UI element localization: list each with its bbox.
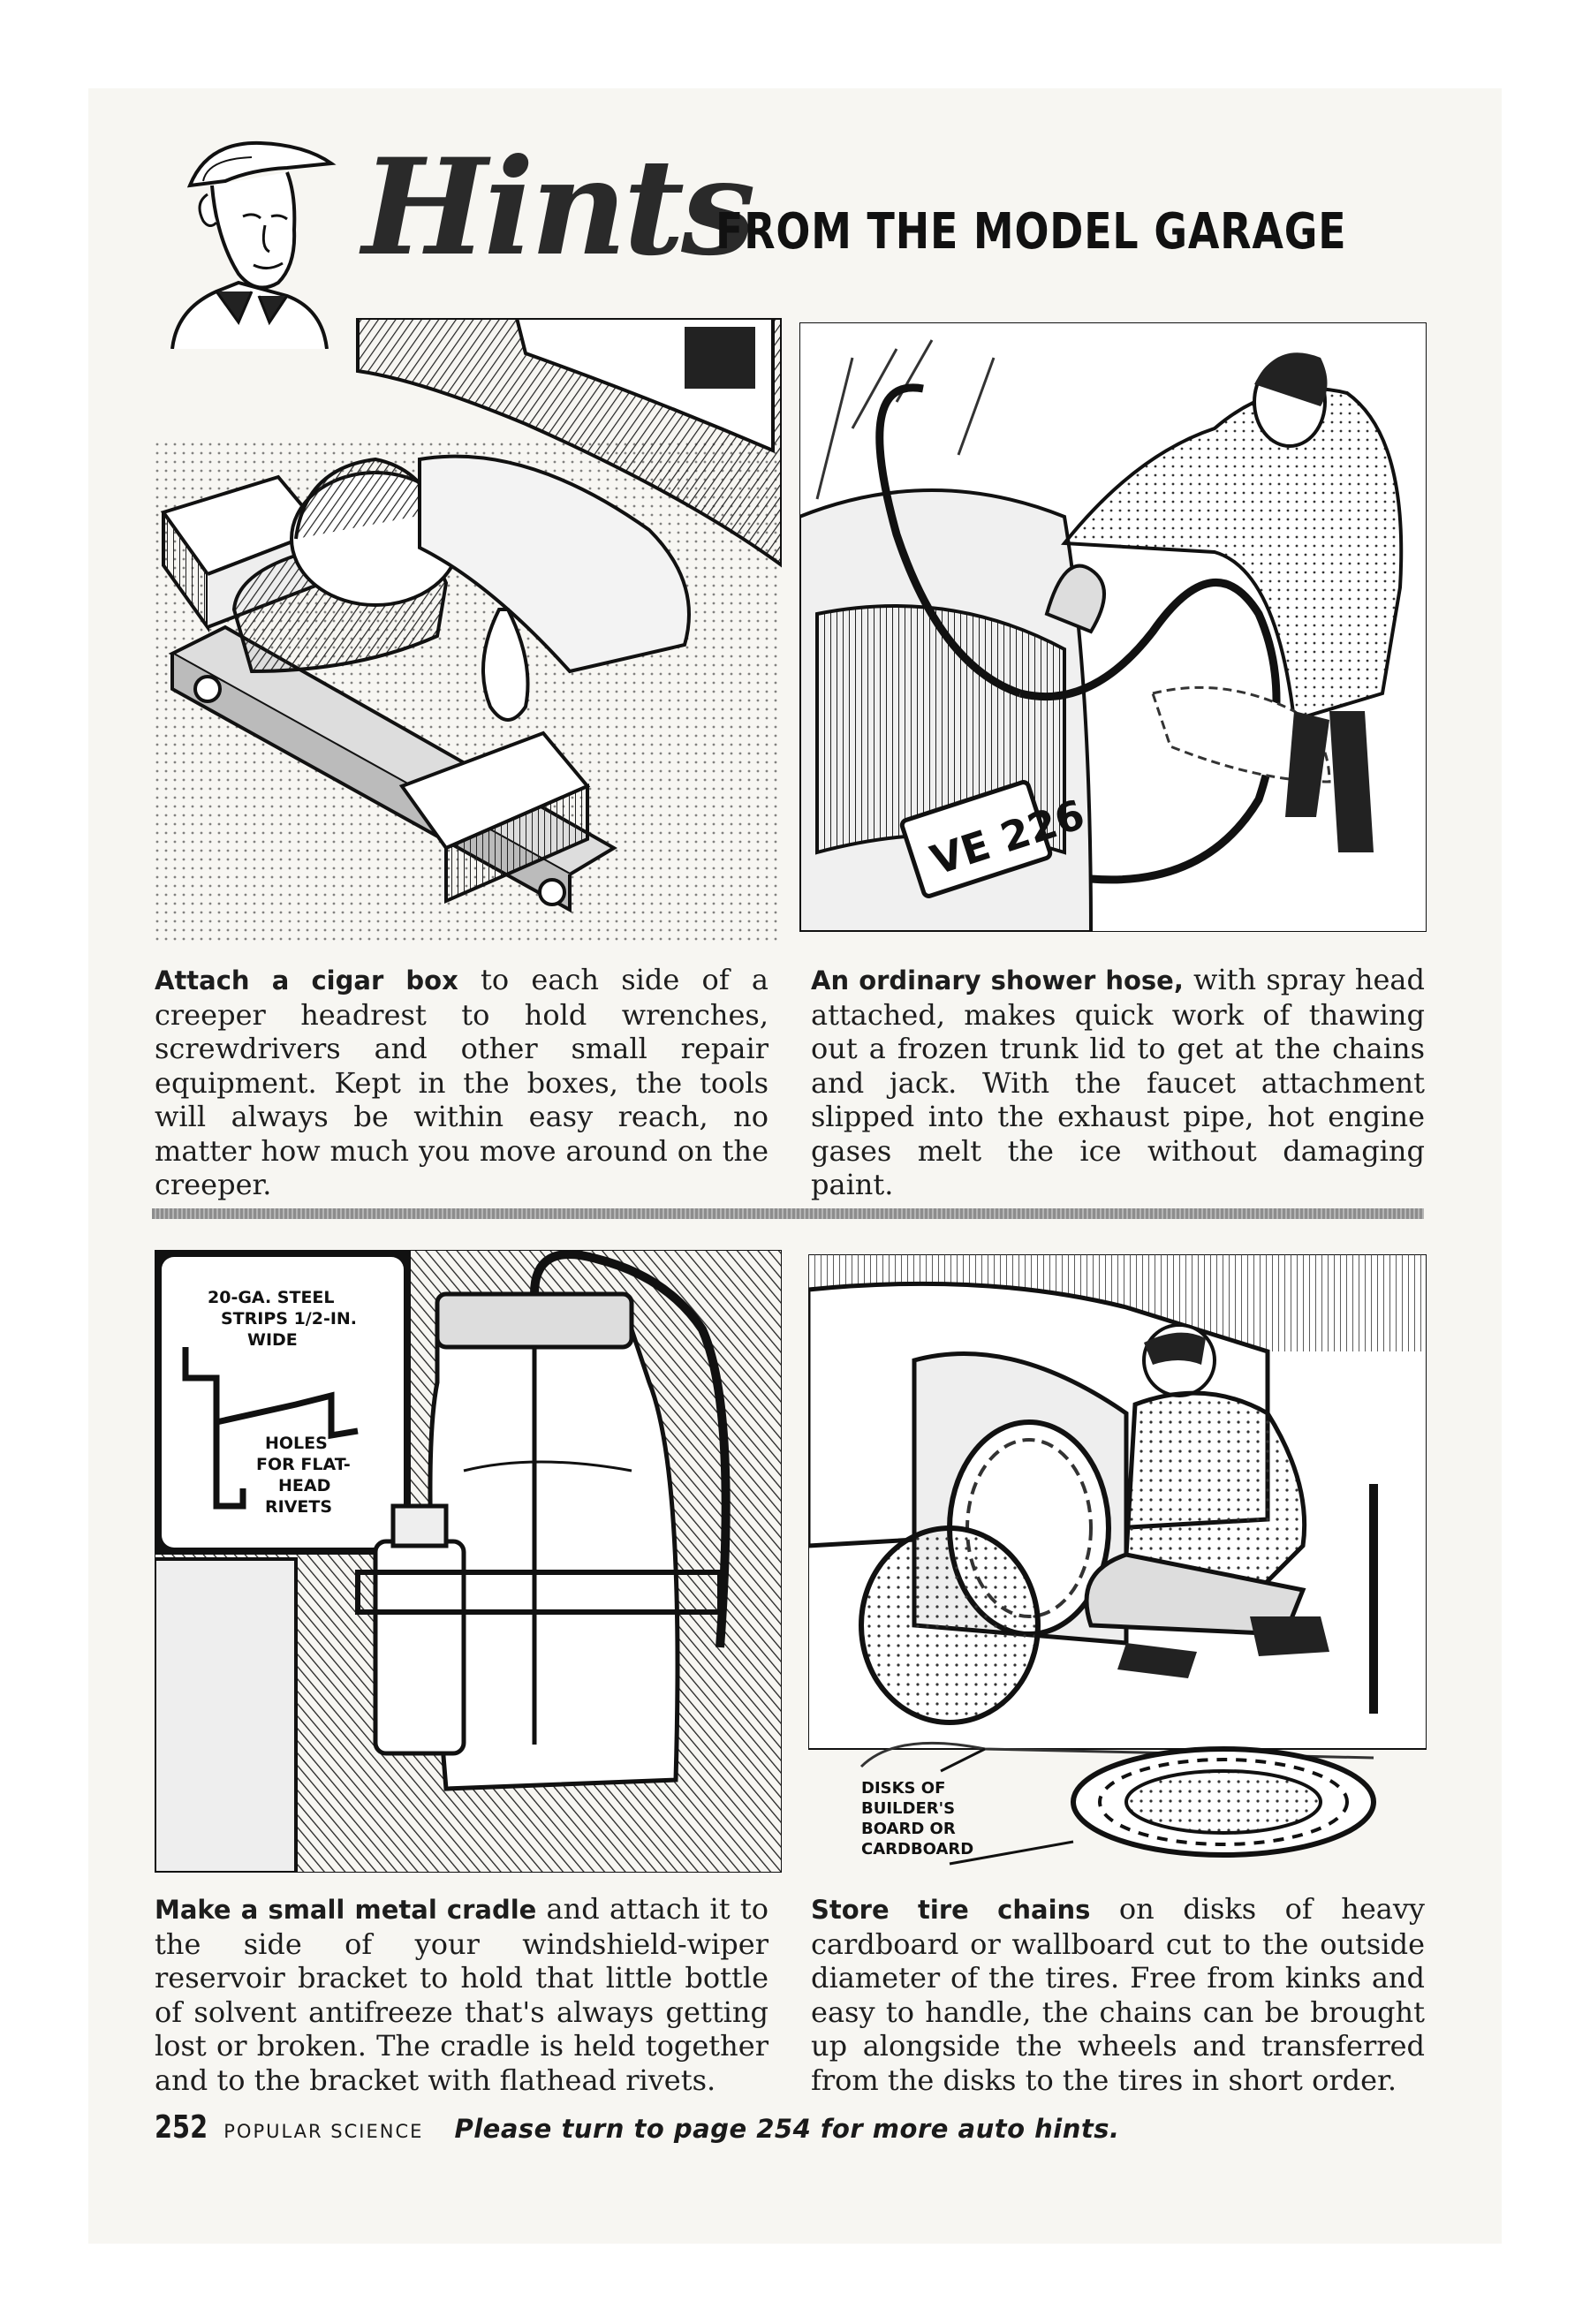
magazine-name: POPULAR SCIENCE — [223, 2121, 424, 2142]
tip-chains-caption — [811, 1892, 1425, 2097]
tip-creeper-lead: Attach a cigar box — [155, 965, 458, 995]
tip-cradle-caption — [155, 1892, 768, 2097]
tip-hose-body: with spray head attached, makes quick work of thawing out a frozen trunk lid to get at the chains and jack. With the faucet attachment slipped into the exhaust pipe, hot engine gases melt the ice without damaging paint. — [811, 963, 1425, 1201]
svg-text:BOARD OR: BOARD OR — [861, 1820, 956, 1838]
page-header — [155, 130, 1347, 349]
svg-text:RIVETS: RIVETS — [265, 1497, 333, 1517]
tip-hose-lead: An ordinary shower hose, — [811, 965, 1184, 995]
page-number: 252 — [155, 2109, 208, 2146]
tire-chain-disks-illustration — [808, 1254, 1427, 1873]
mechanic-portrait-illustration — [155, 132, 344, 349]
continued-note: Please turn to page 254 for more auto hints. — [454, 2114, 1120, 2144]
svg-text:WIDE: WIDE — [247, 1330, 298, 1350]
svg-text:DISKS OF: DISKS OF — [861, 1779, 946, 1798]
header-subtitle: FROM THE MODEL GARAGE — [716, 203, 1347, 261]
hints-title: Hints — [362, 130, 753, 285]
svg-text:STRIPS 1/2-IN.: STRIPS 1/2-IN. — [221, 1309, 358, 1329]
tip-creeper-body: to each side of a creeper headrest to hold wrenches, screwdrivers and other small repair equipment. Kept in the boxes, the tools will always be within easy reach, no matter how much you move around on the creeper. — [155, 963, 768, 1201]
svg-text:HOLES: HOLES — [265, 1434, 328, 1453]
tip-hose-caption — [811, 963, 1425, 1202]
metal-cradle-bottle-illustration — [155, 1250, 782, 1873]
svg-text:20-GA. STEEL: 20-GA. STEEL — [208, 1288, 335, 1307]
tip-creeper-caption — [155, 963, 768, 1202]
creeper-cigar-box-illustration — [155, 318, 782, 945]
tip-cradle-lead: Make a small metal cradle — [155, 1895, 537, 1925]
page-footer — [155, 2109, 1119, 2146]
license-plate-text: VE 226 — [925, 790, 1091, 885]
tip-cradle-body: and attach it to the side of your windshield-wiper reservoir bracket to hold that little bottle of solvent antifreeze that's always getting lost or broken. The cradle is held together and to the bracket with flathead rivets. — [155, 1892, 768, 2097]
tip-chains-lead: Store tire chains — [811, 1895, 1091, 1925]
svg-text:BUILDER'S: BUILDER'S — [861, 1799, 956, 1818]
svg-text:HEAD: HEAD — [278, 1476, 331, 1495]
tip-chains-body: on disks of heavy cardboard or wallboard cut to the outside diameter of the tires. Free from kinks and easy to handle, the chains can be brought up alongside the wheels and transferred from the disks to the tires in short order. — [811, 1892, 1425, 2097]
svg-text:CARDBOARD: CARDBOARD — [861, 1840, 974, 1858]
shower-hose-trunk-illustration — [799, 322, 1427, 932]
disk-callout-label — [861, 1779, 973, 1858]
section-divider — [152, 1208, 1424, 1219]
svg-text:FOR FLAT-: FOR FLAT- — [256, 1455, 351, 1474]
